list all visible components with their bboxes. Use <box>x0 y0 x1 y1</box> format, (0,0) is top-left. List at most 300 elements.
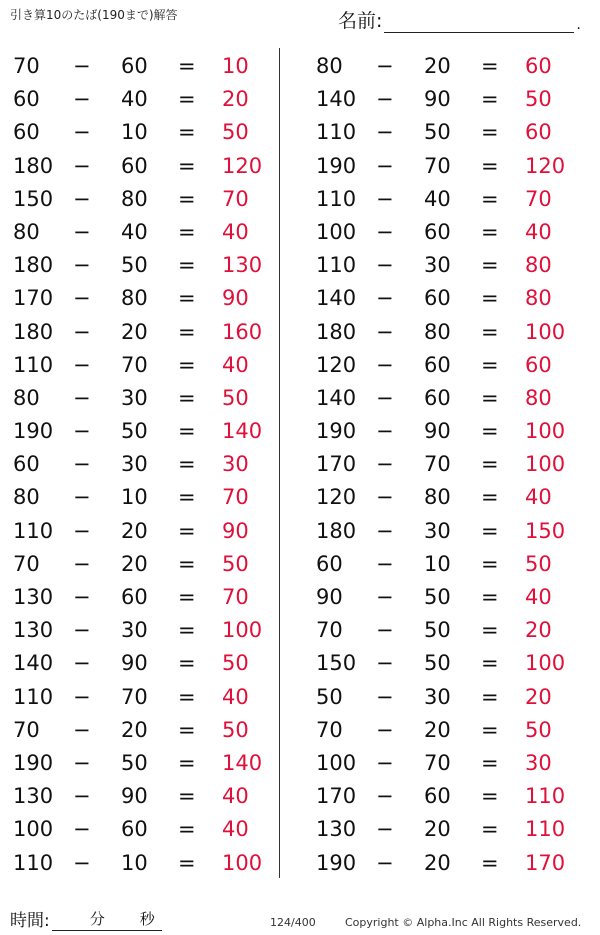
minuend: 150 <box>13 186 54 211</box>
subtrahend: 50 <box>121 419 148 444</box>
answer: 80 <box>525 253 552 278</box>
problem-row <box>303 847 583 880</box>
problem-row <box>0 349 280 382</box>
minus-sign: − <box>73 518 91 543</box>
answer: 120 <box>525 153 566 178</box>
problem-row <box>303 515 583 548</box>
minus-sign: − <box>73 153 91 178</box>
page-number: 124/400 <box>270 916 316 929</box>
equals-sign: = <box>178 120 196 145</box>
problem-row <box>0 847 280 880</box>
answer: 10 <box>222 54 249 78</box>
subtrahend: 20 <box>424 54 451 78</box>
problem-row <box>303 813 583 846</box>
equals-sign: = <box>481 551 499 576</box>
equals-sign: = <box>481 186 499 211</box>
problem-row <box>0 581 280 614</box>
answer: 90 <box>222 518 249 543</box>
equals-sign: = <box>178 419 196 444</box>
problem-row <box>0 216 280 249</box>
minus-sign: − <box>376 186 394 211</box>
time-label: 時間: <box>10 911 50 931</box>
equals-sign: = <box>178 551 196 576</box>
minus-sign: − <box>73 784 91 809</box>
minuend: 130 <box>13 618 54 643</box>
minuend: 100 <box>316 219 357 244</box>
subtrahend: 90 <box>424 419 451 444</box>
minuend: 70 <box>13 54 40 78</box>
minus-sign: − <box>376 618 394 643</box>
minuend: 180 <box>13 253 54 278</box>
subtrahend: 50 <box>424 585 451 609</box>
problem-row <box>0 249 280 282</box>
answer: 40 <box>222 817 249 842</box>
minuend: 130 <box>316 817 357 842</box>
equals-sign: = <box>178 319 196 344</box>
answer: 40 <box>222 784 249 809</box>
minus-sign: − <box>73 750 91 775</box>
minuend: 140 <box>316 286 357 311</box>
problem-row <box>303 448 583 481</box>
problem-row <box>0 448 280 481</box>
equals-sign: = <box>481 352 499 377</box>
minuend: 170 <box>316 784 357 809</box>
minuend: 180 <box>316 518 357 543</box>
minuend: 190 <box>316 419 357 444</box>
equals-sign: = <box>178 750 196 775</box>
subtrahend: 60 <box>424 286 451 311</box>
minus-sign: − <box>73 352 91 377</box>
minuend: 60 <box>13 87 40 112</box>
equals-sign: = <box>481 253 499 278</box>
equals-sign: = <box>178 186 196 211</box>
subtrahend: 20 <box>424 817 451 842</box>
subtrahend: 50 <box>424 120 451 145</box>
copyright-notice: Copyright © Alpha.Inc All Rights Reserved. <box>345 916 582 929</box>
problem-row <box>0 316 280 349</box>
minus-sign: − <box>376 717 394 742</box>
minus-sign: − <box>376 352 394 377</box>
minus-sign: − <box>376 585 394 609</box>
minus-sign: − <box>376 485 394 510</box>
left-problem-column <box>0 50 280 880</box>
answer: 70 <box>222 186 249 211</box>
subtrahend: 80 <box>424 319 451 344</box>
answer: 40 <box>525 585 552 609</box>
equals-sign: = <box>481 750 499 775</box>
equals-sign: = <box>178 651 196 676</box>
answer: 80 <box>525 286 552 311</box>
minus-sign: − <box>376 651 394 676</box>
minus-sign: − <box>376 87 394 112</box>
subtrahend: 20 <box>121 551 148 576</box>
answer: 110 <box>525 817 566 842</box>
answer: 40 <box>222 219 249 244</box>
minuend: 190 <box>13 419 54 444</box>
minuend: 140 <box>316 385 357 410</box>
minuend: 70 <box>13 551 40 576</box>
problem-row <box>303 150 583 183</box>
equals-sign: = <box>178 485 196 510</box>
problem-row <box>303 50 583 83</box>
minuend: 90 <box>316 585 343 609</box>
minus-sign: − <box>73 717 91 742</box>
subtrahend: 90 <box>424 87 451 112</box>
equals-sign: = <box>178 817 196 842</box>
answer: 170 <box>525 850 566 875</box>
problem-row <box>303 647 583 680</box>
problem-row <box>0 548 280 581</box>
answer: 60 <box>525 352 552 377</box>
equals-sign: = <box>481 651 499 676</box>
minuend: 60 <box>13 452 40 477</box>
minus-sign: − <box>73 551 91 576</box>
problem-row <box>303 382 583 415</box>
minus-sign: − <box>376 419 394 444</box>
problem-row <box>303 581 583 614</box>
equals-sign: = <box>178 352 196 377</box>
minus-sign: − <box>376 219 394 244</box>
minuend: 120 <box>316 485 357 510</box>
minus-sign: − <box>376 286 394 311</box>
minus-sign: − <box>376 850 394 875</box>
minuend: 170 <box>316 452 357 477</box>
minuend: 110 <box>13 850 54 875</box>
equals-sign: = <box>481 850 499 875</box>
problem-row <box>0 780 280 813</box>
subtrahend: 10 <box>121 120 148 145</box>
subtrahend: 70 <box>121 684 148 709</box>
minus-sign: − <box>376 54 394 78</box>
minuend: 70 <box>316 618 343 643</box>
minuend: 60 <box>13 120 40 145</box>
minuend: 110 <box>13 518 54 543</box>
minus-sign: − <box>376 120 394 145</box>
problem-row <box>0 150 280 183</box>
answer: 140 <box>222 419 263 444</box>
minus-sign: − <box>73 651 91 676</box>
problem-row <box>303 183 583 216</box>
answer: 20 <box>525 684 552 709</box>
subtrahend: 50 <box>424 651 451 676</box>
minus-sign: − <box>73 286 91 311</box>
answer: 20 <box>222 87 249 112</box>
subtrahend: 10 <box>424 551 451 576</box>
minuend: 70 <box>316 717 343 742</box>
equals-sign: = <box>481 485 499 510</box>
problem-row <box>0 813 280 846</box>
minus-sign: − <box>73 485 91 510</box>
answer: 60 <box>525 54 552 78</box>
time-field <box>10 906 162 931</box>
answer: 20 <box>525 618 552 643</box>
minus-sign: − <box>376 385 394 410</box>
answer: 110 <box>525 784 566 809</box>
answer: 160 <box>222 319 263 344</box>
subtrahend: 40 <box>424 186 451 211</box>
subtrahend: 60 <box>121 54 148 78</box>
problem-row <box>0 747 280 780</box>
subtrahend: 70 <box>424 750 451 775</box>
subtrahend: 60 <box>424 352 451 377</box>
minus-sign: − <box>73 54 91 78</box>
subtrahend: 60 <box>424 784 451 809</box>
problem-row <box>0 647 280 680</box>
minus-sign: − <box>73 120 91 145</box>
problem-row <box>0 183 280 216</box>
answer: 50 <box>222 651 249 676</box>
equals-sign: = <box>178 784 196 809</box>
minus-sign: − <box>376 784 394 809</box>
equals-sign: = <box>178 618 196 643</box>
problem-row <box>303 614 583 647</box>
answer: 60 <box>525 120 552 145</box>
problem-row <box>0 515 280 548</box>
subtrahend: 30 <box>424 684 451 709</box>
subtrahend: 60 <box>424 219 451 244</box>
minuend: 190 <box>316 850 357 875</box>
problem-row <box>0 282 280 315</box>
answer: 40 <box>525 219 552 244</box>
subtrahend: 20 <box>424 850 451 875</box>
minuend: 80 <box>13 385 40 410</box>
equals-sign: = <box>178 684 196 709</box>
equals-sign: = <box>481 419 499 444</box>
equals-sign: = <box>178 585 196 609</box>
right-problem-column <box>303 50 583 880</box>
minus-sign: − <box>73 618 91 643</box>
minuend: 80 <box>13 485 40 510</box>
answer: 50 <box>222 551 249 576</box>
minus-sign: − <box>376 452 394 477</box>
equals-sign: = <box>481 319 499 344</box>
problem-row <box>303 714 583 747</box>
answer: 90 <box>222 286 249 311</box>
minus-sign: − <box>376 153 394 178</box>
subtrahend: 30 <box>121 385 148 410</box>
minus-sign: − <box>73 419 91 444</box>
problem-row <box>303 681 583 714</box>
subtrahend: 10 <box>121 850 148 875</box>
minus-sign: − <box>73 186 91 211</box>
minuend: 140 <box>13 651 54 676</box>
minuend: 50 <box>316 684 343 709</box>
equals-sign: = <box>481 684 499 709</box>
subtrahend: 90 <box>121 784 148 809</box>
problem-row <box>303 83 583 116</box>
equals-sign: = <box>178 219 196 244</box>
problem-row <box>0 681 280 714</box>
problem-row <box>303 415 583 448</box>
equals-sign: = <box>178 54 196 78</box>
problem-row <box>303 282 583 315</box>
problem-row <box>0 481 280 514</box>
minuend: 110 <box>316 120 357 145</box>
minus-sign: − <box>376 817 394 842</box>
equals-sign: = <box>178 717 196 742</box>
minuend: 150 <box>316 651 357 676</box>
subtrahend: 70 <box>424 153 451 178</box>
minuend: 130 <box>13 585 54 609</box>
problem-row <box>303 349 583 382</box>
problem-row <box>303 548 583 581</box>
answer: 100 <box>222 850 263 875</box>
answer: 50 <box>222 120 249 145</box>
minuend: 110 <box>316 253 357 278</box>
equals-sign: = <box>481 585 499 609</box>
equals-sign: = <box>178 518 196 543</box>
problem-row <box>0 50 280 83</box>
equals-sign: = <box>178 286 196 311</box>
minus-sign: − <box>376 319 394 344</box>
equals-sign: = <box>481 518 499 543</box>
answer: 70 <box>222 485 249 510</box>
answer: 80 <box>525 385 552 410</box>
minutes-label: 分 <box>89 910 105 928</box>
minus-sign: − <box>376 551 394 576</box>
equals-sign: = <box>178 253 196 278</box>
subtrahend: 20 <box>121 717 148 742</box>
subtrahend: 20 <box>121 518 148 543</box>
subtrahend: 60 <box>424 385 451 410</box>
subtrahend: 80 <box>424 485 451 510</box>
subtrahend: 20 <box>424 717 451 742</box>
subtrahend: 30 <box>121 618 148 643</box>
equals-sign: = <box>481 385 499 410</box>
minuend: 190 <box>13 750 54 775</box>
equals-sign: = <box>178 850 196 875</box>
problem-row <box>0 714 280 747</box>
minuend: 100 <box>13 817 54 842</box>
equals-sign: = <box>481 618 499 643</box>
subtrahend: 80 <box>121 286 148 311</box>
answer: 120 <box>222 153 263 178</box>
answer: 40 <box>222 352 249 377</box>
minus-sign: − <box>376 684 394 709</box>
subtrahend: 90 <box>121 651 148 676</box>
minuend: 190 <box>316 153 357 178</box>
minus-sign: − <box>376 253 394 278</box>
minus-sign: − <box>376 518 394 543</box>
problem-row <box>303 249 583 282</box>
equals-sign: = <box>481 87 499 112</box>
minuend: 100 <box>316 750 357 775</box>
answer: 130 <box>222 253 263 278</box>
equals-sign: = <box>178 385 196 410</box>
answer: 70 <box>222 585 249 609</box>
minuend: 140 <box>316 87 357 112</box>
minuend: 80 <box>13 219 40 244</box>
answer: 50 <box>525 551 552 576</box>
answer: 50 <box>222 385 249 410</box>
minuend: 180 <box>13 153 54 178</box>
answer: 50 <box>525 717 552 742</box>
minuend: 170 <box>13 286 54 311</box>
minuend: 60 <box>316 551 343 576</box>
answer: 100 <box>525 319 566 344</box>
subtrahend: 50 <box>424 618 451 643</box>
problem-row <box>0 83 280 116</box>
minuend: 110 <box>13 352 54 377</box>
equals-sign: = <box>178 87 196 112</box>
answer: 100 <box>525 651 566 676</box>
subtrahend: 50 <box>121 750 148 775</box>
minus-sign: − <box>73 452 91 477</box>
worksheet-title: 引き算10のたば(190まで)解答 <box>10 8 178 22</box>
equals-sign: = <box>481 817 499 842</box>
answer: 50 <box>525 87 552 112</box>
minus-sign: − <box>73 850 91 875</box>
subtrahend: 40 <box>121 87 148 112</box>
problem-row <box>303 780 583 813</box>
subtrahend: 60 <box>121 153 148 178</box>
time-blank-line <box>52 910 162 931</box>
minus-sign: − <box>73 253 91 278</box>
problem-row <box>0 614 280 647</box>
equals-sign: = <box>481 452 499 477</box>
minus-sign: − <box>73 817 91 842</box>
minuend: 110 <box>316 186 357 211</box>
answer: 40 <box>222 684 249 709</box>
problem-row <box>303 116 583 149</box>
problem-row <box>0 116 280 149</box>
subtrahend: 40 <box>121 219 148 244</box>
subtrahend: 60 <box>121 585 148 609</box>
minus-sign: − <box>73 385 91 410</box>
name-blank-line <box>384 12 574 33</box>
minus-sign: − <box>73 585 91 609</box>
problem-row <box>303 216 583 249</box>
minus-sign: − <box>73 319 91 344</box>
subtrahend: 50 <box>121 253 148 278</box>
answer: 70 <box>525 186 552 211</box>
minus-sign: − <box>73 87 91 112</box>
equals-sign: = <box>481 120 499 145</box>
minuend: 70 <box>13 717 40 742</box>
answer: 50 <box>222 717 249 742</box>
subtrahend: 20 <box>121 319 148 344</box>
answer: 30 <box>525 750 552 775</box>
minuend: 130 <box>13 784 54 809</box>
equals-sign: = <box>178 153 196 178</box>
equals-sign: = <box>481 219 499 244</box>
equals-sign: = <box>178 452 196 477</box>
minuend: 80 <box>316 54 343 78</box>
equals-sign: = <box>481 54 499 78</box>
name-end-dot: . <box>576 17 581 33</box>
answer: 40 <box>525 485 552 510</box>
name-field <box>338 6 581 33</box>
minuend: 180 <box>13 319 54 344</box>
minus-sign: − <box>73 684 91 709</box>
answer: 100 <box>525 419 566 444</box>
equals-sign: = <box>481 717 499 742</box>
problem-row <box>303 316 583 349</box>
problem-row <box>303 747 583 780</box>
problem-row <box>0 415 280 448</box>
subtrahend: 30 <box>121 452 148 477</box>
equals-sign: = <box>481 784 499 809</box>
subtrahend: 30 <box>424 518 451 543</box>
subtrahend: 70 <box>121 352 148 377</box>
problem-row <box>0 382 280 415</box>
subtrahend: 10 <box>121 485 148 510</box>
subtrahend: 60 <box>121 817 148 842</box>
answer: 100 <box>222 618 263 643</box>
subtrahend: 80 <box>121 186 148 211</box>
answer: 30 <box>222 452 249 477</box>
subtrahend: 30 <box>424 253 451 278</box>
